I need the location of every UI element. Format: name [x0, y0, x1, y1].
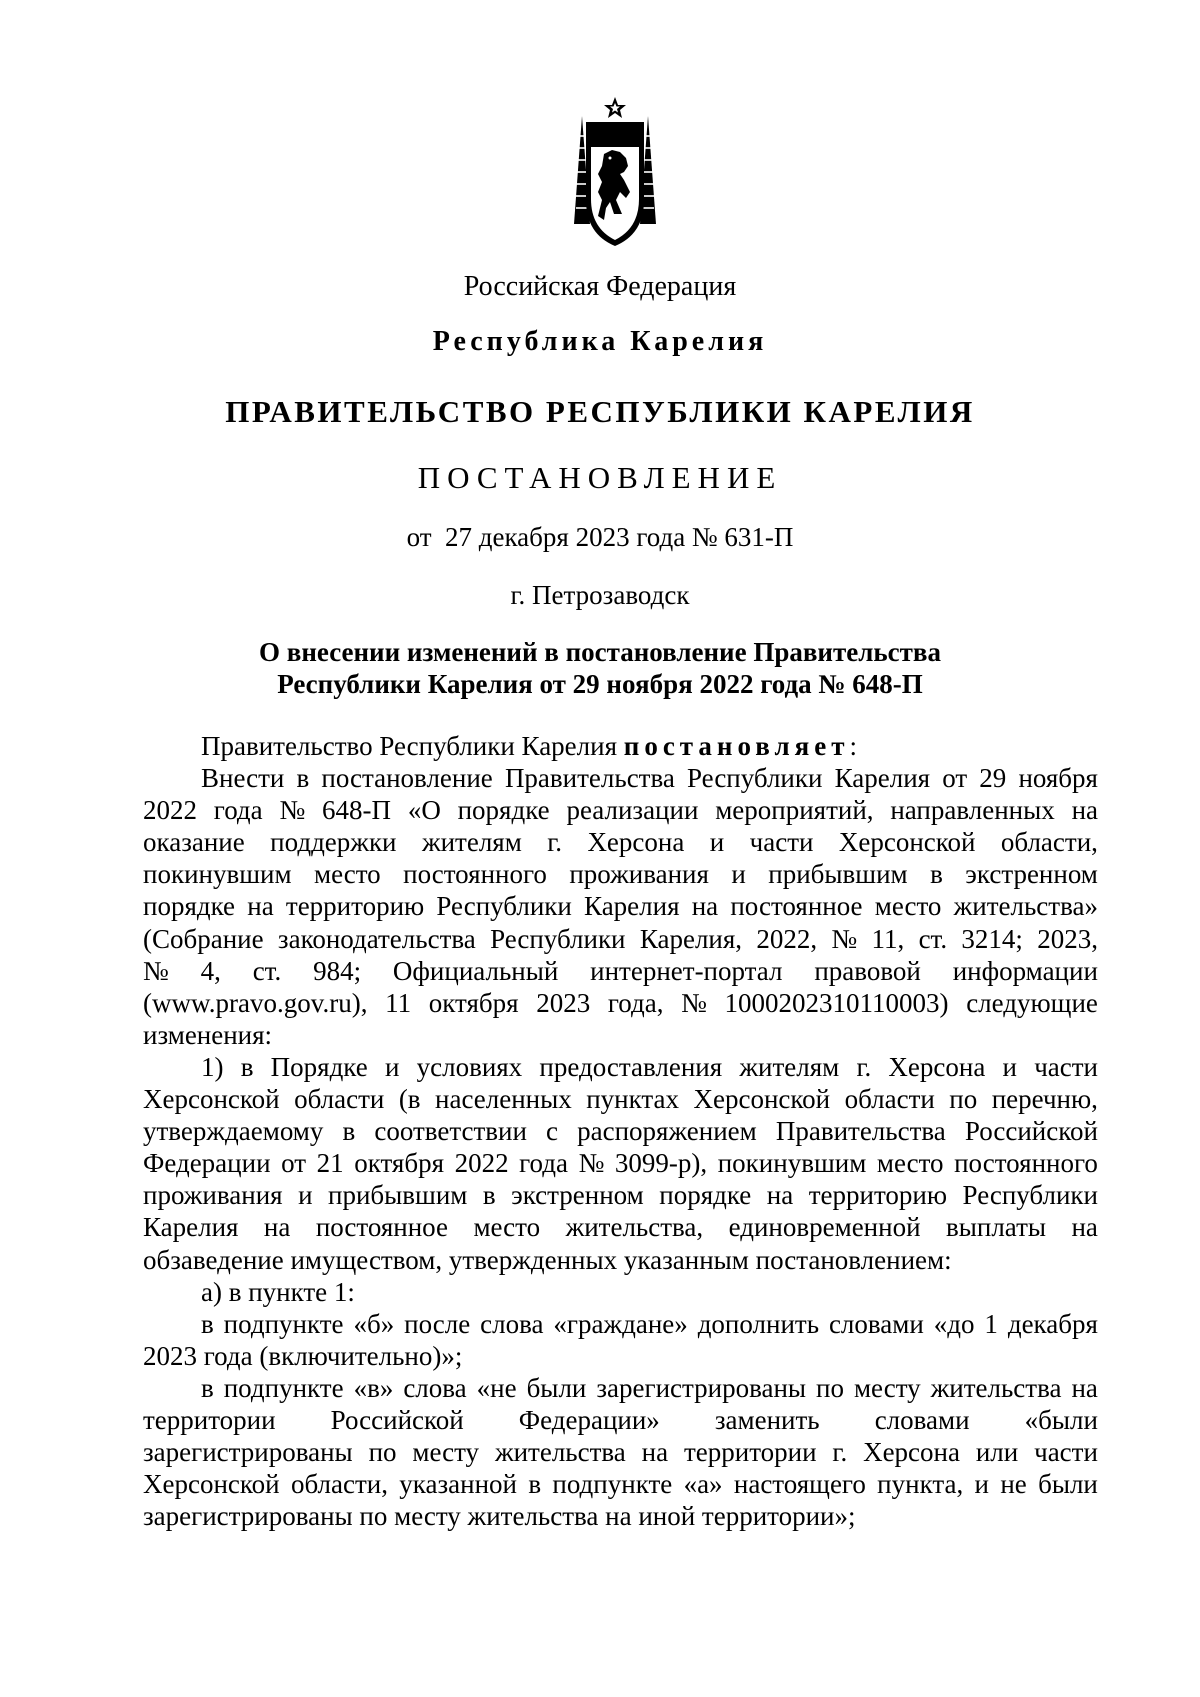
word: Республики — [962, 1180, 1098, 1211]
word: и — [384, 1051, 400, 1082]
word: г. — [832, 1437, 848, 1468]
word: № — [681, 987, 707, 1018]
word: ноября — [1018, 763, 1098, 794]
word: порядке — [659, 1180, 752, 1211]
title-line-2: Республики Карелия от 29 ноября 2022 года № 648-П — [277, 669, 923, 699]
word: дополнить — [697, 1308, 820, 1339]
word: постоянное — [315, 1212, 448, 1243]
word: в — [201, 1308, 214, 1339]
word: в — [482, 1180, 496, 1211]
body-line — [143, 1083, 1098, 1115]
decree-intro: Правительство Республики Карелия — [201, 731, 618, 761]
word: Херсона — [863, 1437, 960, 1468]
word: после — [404, 1308, 471, 1339]
word: постановление — [321, 763, 493, 794]
word: Херсонской — [143, 1084, 280, 1115]
republic-name: Республика Карелия — [432, 326, 768, 357]
word: (Собрание — [143, 923, 264, 954]
word: место — [876, 1148, 944, 1179]
body-line — [143, 955, 1098, 987]
word: или — [975, 1437, 1019, 1468]
word: на — [1071, 1212, 1098, 1243]
word: подпункте — [552, 1469, 673, 1500]
word: 3214; — [961, 923, 1023, 954]
body-line — [143, 1404, 1098, 1436]
word: интернет-портал — [590, 955, 783, 986]
word: и — [1002, 1051, 1017, 1082]
word: «не — [476, 1372, 517, 1403]
word: от — [942, 763, 968, 794]
word: прибывшим — [768, 859, 908, 890]
word: (в — [398, 1084, 421, 1115]
word: территории — [683, 1437, 817, 1468]
word: области — [844, 1084, 935, 1115]
body-line: зарегистрированы по месту жительства на иной территории»; — [143, 1501, 856, 1532]
word: место — [473, 1212, 541, 1243]
word: и — [298, 1180, 313, 1211]
word: Херсона — [587, 827, 685, 858]
word: области, — [290, 1469, 388, 1500]
word: Карелия — [584, 891, 680, 922]
word: Республики — [687, 763, 823, 794]
word: № — [831, 923, 858, 954]
body-line — [143, 1211, 1098, 1243]
body-line — [143, 1179, 1098, 1211]
word: Федерации — [143, 1148, 271, 1179]
word: части — [1034, 1051, 1098, 1082]
word: Правительства — [775, 1116, 946, 1147]
word: территорию — [808, 1180, 948, 1211]
word: «б» — [353, 1308, 395, 1339]
word: № — [143, 955, 169, 986]
word: выплаты — [945, 1212, 1047, 1243]
body-line — [143, 1436, 1098, 1468]
word: на — [1071, 1372, 1098, 1403]
word: 2023, — [1037, 923, 1098, 954]
word: территории — [143, 1404, 276, 1435]
word: в — [930, 859, 943, 890]
word: Карелия, — [639, 923, 743, 954]
word: жительства, — [565, 1212, 704, 1243]
word: 11 — [385, 987, 412, 1018]
word: Внести — [201, 763, 285, 794]
word: законодательства — [277, 923, 476, 954]
word: направленных — [890, 795, 1055, 826]
word: на — [263, 1212, 291, 1243]
word: 4, — [200, 955, 221, 986]
word: место — [314, 859, 381, 890]
word: условиях — [416, 1051, 523, 1082]
word: 1 — [984, 1308, 998, 1339]
word: Федерации» — [518, 1404, 660, 1435]
word: словами — [874, 1404, 970, 1435]
word: в — [296, 763, 310, 794]
word: 11, — [871, 923, 905, 954]
word: в — [528, 1469, 542, 1500]
body-line: а) в пункте 1: — [201, 1276, 355, 1307]
government-name: ПРАВИТЕЛЬСТВО РЕСПУБЛИКИ КАРЕЛИЯ — [225, 394, 975, 429]
word: постоянное — [730, 891, 863, 922]
word: покинувшим — [143, 859, 292, 890]
word: подпункте — [223, 1372, 344, 1403]
word: оказание — [143, 827, 245, 858]
word: проживания — [569, 859, 709, 890]
word: по — [816, 1372, 844, 1403]
word: Херсонской — [143, 1469, 280, 1500]
body-line — [143, 1372, 1098, 1404]
word: пункта, — [877, 1469, 964, 1500]
word: года, — [607, 987, 664, 1018]
word: следующие — [966, 987, 1098, 1018]
word: части — [749, 827, 814, 858]
word: Республики — [436, 891, 572, 922]
word: Карелия — [834, 763, 931, 794]
word: и — [709, 827, 725, 858]
word: в — [240, 1051, 254, 1082]
word: Официальный — [392, 955, 559, 986]
word: 29 — [979, 763, 1007, 794]
word: «граждане» — [553, 1308, 688, 1339]
word: предоставления — [539, 1051, 723, 1082]
body-line — [143, 987, 1098, 1019]
word: на — [1071, 795, 1098, 826]
word: декабря — [1007, 1308, 1098, 1339]
word: проживания — [143, 1180, 283, 1211]
word: постоянного — [954, 1148, 1098, 1179]
word: на — [691, 891, 719, 922]
word: информации — [952, 955, 1098, 986]
word: «были — [1024, 1404, 1098, 1435]
word: 1) — [201, 1051, 224, 1082]
word: (www.pravo.gov.ru), — [143, 987, 368, 1018]
word: жительства — [930, 1372, 1062, 1403]
word: порядке — [143, 891, 236, 922]
word: 984; — [313, 955, 362, 986]
word: зарегистрированы — [143, 1437, 353, 1468]
word: реализации — [566, 795, 699, 826]
word: в — [342, 1116, 356, 1147]
word: 1000202310110003) — [724, 987, 949, 1018]
word: соответствии — [374, 1116, 527, 1147]
body-line — [143, 858, 1098, 890]
body-line — [143, 923, 1098, 955]
word: «до — [933, 1308, 975, 1339]
word: на — [766, 1180, 794, 1211]
decree-colon: : — [849, 731, 858, 761]
decree-word: постановляет — [623, 731, 850, 761]
word: настоящего — [733, 1469, 866, 1500]
word: не — [1000, 1469, 1027, 1500]
document-type: ПОСТАНОВЛЕНИЕ — [417, 460, 783, 495]
word: словами — [828, 1308, 924, 1339]
word: года — [213, 795, 263, 826]
word: место — [874, 891, 942, 922]
body-line — [143, 1115, 1098, 1147]
word: части — [1034, 1437, 1098, 1468]
country-name: Российская Федерация — [463, 271, 737, 302]
karelia-coat-of-arms-icon — [568, 96, 662, 248]
document-title — [150, 636, 1050, 700]
body-line — [143, 1468, 1098, 1500]
word: 2022 — [454, 1148, 509, 1179]
word: зарегистрированы — [596, 1372, 807, 1403]
word: Порядке — [270, 1051, 368, 1082]
word: Херсонской — [693, 1084, 831, 1115]
word: с — [546, 1116, 559, 1147]
word: октября — [428, 987, 519, 1018]
word: года — [519, 1148, 568, 1179]
word: жительства — [494, 1437, 626, 1468]
word: Карелия — [143, 1212, 239, 1243]
word: на — [247, 891, 274, 922]
word: подпункте — [223, 1308, 344, 1339]
word: области, — [1000, 827, 1098, 858]
word: месту — [412, 1437, 480, 1468]
body-line — [143, 794, 1098, 826]
word: ст. — [252, 955, 282, 986]
word: Республики — [490, 923, 626, 954]
word: Российской — [964, 1116, 1098, 1147]
body-line — [143, 890, 1098, 922]
body-line: изменения: — [143, 1019, 273, 1050]
word: перечню, — [991, 1084, 1098, 1115]
word: 2023 — [536, 987, 591, 1018]
word: ст. — [918, 923, 948, 954]
word: и — [731, 859, 746, 890]
word: Херсонской — [838, 827, 976, 858]
decree-line — [143, 730, 1098, 762]
word: слова — [480, 1308, 544, 1339]
word: № — [578, 1148, 605, 1179]
word: жителям — [739, 1051, 840, 1082]
body-line: обзаведение имуществом, утвержденных указанным постановлением: — [143, 1244, 952, 1275]
word: были — [526, 1372, 587, 1403]
word: г. — [856, 1051, 872, 1082]
word: указанной — [399, 1469, 517, 1500]
word: заменить — [714, 1404, 820, 1435]
word: месту — [853, 1372, 921, 1403]
word: поддержки — [270, 827, 397, 858]
word: Российской — [330, 1404, 464, 1435]
word: жительства» — [953, 891, 1098, 922]
word: 21 — [316, 1148, 344, 1179]
word: пунктах — [586, 1084, 680, 1115]
word: правовой — [814, 955, 921, 986]
body-line — [143, 826, 1098, 858]
word: слова — [403, 1372, 467, 1403]
word: территорию — [285, 891, 425, 922]
word: 648-П — [322, 795, 392, 826]
word: экстренном — [511, 1180, 644, 1211]
word: Правительства — [504, 763, 675, 794]
body-line — [143, 1051, 1098, 1083]
word: экстренном — [965, 859, 1098, 890]
document-date-number: от 27 декабря 2023 года № 631-П — [406, 522, 794, 552]
word: «О — [407, 795, 441, 826]
word: 2022 — [143, 795, 197, 826]
body-line — [143, 1147, 1098, 1179]
word: г. — [547, 827, 563, 858]
word: распоряжением — [577, 1116, 757, 1147]
word: были — [1038, 1469, 1098, 1500]
word: населенных — [435, 1084, 572, 1115]
word: порядке — [457, 795, 550, 826]
word: и — [974, 1469, 989, 1500]
word: единовременной — [728, 1212, 921, 1243]
body-line — [143, 1308, 1098, 1340]
title-line-1: О внесении изменений в постановление Правительства — [259, 637, 941, 667]
word: утверждаемому — [143, 1116, 324, 1147]
word: по — [368, 1437, 397, 1468]
word: «в» — [353, 1372, 394, 1403]
document-city: г. Петрозаводск — [510, 580, 690, 610]
word: октября — [354, 1148, 444, 1179]
word: постоянного — [403, 859, 547, 890]
word: области — [294, 1084, 385, 1115]
word: мероприятий, — [715, 795, 874, 826]
word: 2022, — [756, 923, 818, 954]
word: на — [641, 1437, 669, 1468]
word: по — [949, 1084, 978, 1115]
word: жителям — [421, 827, 522, 858]
word: «а» — [683, 1469, 723, 1500]
word: прибывшим — [328, 1180, 468, 1211]
word: 3099-р), — [614, 1148, 708, 1179]
word: покинувшим — [717, 1148, 867, 1179]
word: Херсона — [888, 1051, 986, 1082]
word: № — [279, 795, 306, 826]
body-line — [143, 762, 1098, 794]
word: в — [201, 1372, 214, 1403]
document-body — [143, 730, 1098, 1532]
body-line: 2023 года (включительно)»; — [143, 1340, 463, 1371]
word: от — [281, 1148, 307, 1179]
